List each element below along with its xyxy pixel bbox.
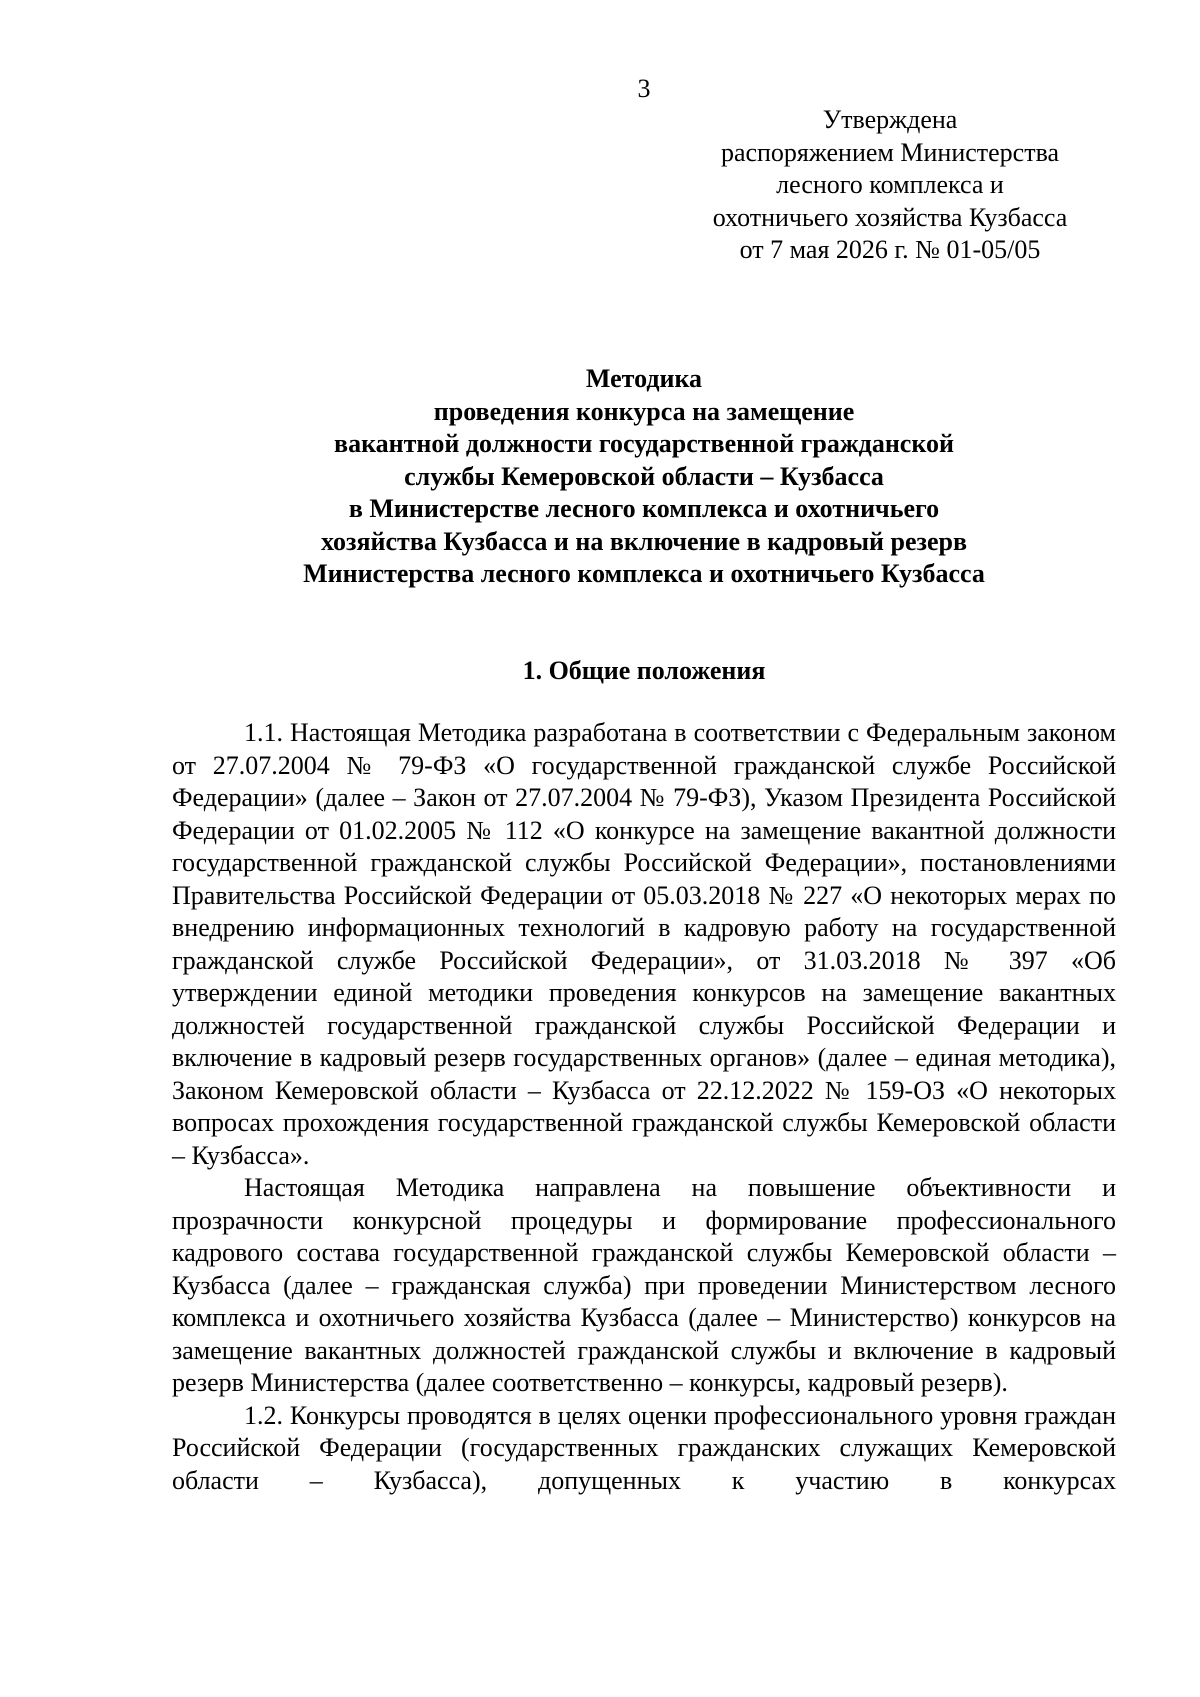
document-title [172,363,1116,591]
title-line: проведения конкурса на замещение [433,396,855,426]
paragraph: 1.2. Конкурсы проводятся в целях оценки профессионального уровня граждан Российской Федерации (государственных гражданских служащих Кемеровской области – Кузбасса), допущенных к участию в конкурсах [172,1400,1116,1495]
title-line: Министерства лесного комплекса и охотничьего Кузбасса [303,559,985,588]
approval-line: распоряжением Министерства [720,137,1060,167]
approval-line: Утверждена [822,105,958,134]
page-number: 3 [637,74,651,103]
title-line: хозяйства Кузбасса и на включение в кадровый резерв [321,526,967,556]
paragraph: 1.1. Настоящая Методика разработана в соответствии с Федеральным законом от 27.07.2004 № 79-ФЗ «О государственной гражданской службе Российской Федерации» (далее – Закон от 27.07.2004 № 79-ФЗ), Указом Президента Российской Федерации от 01.02.2005 № 112 «О конкурсе на замещение вакантной должности государственной гражданской службы Российской Федерации», постановлениями Правительства Российской Федерации от 05.03.2018 № 227 «О некоторых мерах по внедрению информационных технологий в кадровую работу на государственной гражданской службе Российской Федерации», от 31.03.2018 № 397 «Об утверждении единой методики проведения конкурсов на замещение вакантных должностей государственной гражданской службы Российской Федерации и включение в кадровый резерв государственных органов» (далее – единая методика), Законом Кемеровской области – Кузбасса от 22.12.2022 № 159-ОЗ «О некоторых вопросах прохождения государственной гражданской службы Кемеровской области – Кузбасса». [172,718,1116,1170]
section-body [172,717,1116,1497]
section-heading: 1. Общие положения [522,656,766,685]
approval-stamp [700,104,1080,267]
approval-line: от 7 мая 2026 г. № 01-05/05 [739,235,1041,264]
title-line: вакантной должности государственной гражданской [334,429,954,458]
approval-line: лесного комплекса и [776,170,1004,199]
title-line: Методика [585,364,703,393]
title-line: службы Кемеровской области – Кузбасса [404,461,884,491]
paragraph: Настоящая Методика направлена на повышение объективности и прозрачности конкурсной процедуры и формирование профессионального кадрового состава государственной гражданской службы Кемеровской области – Кузбасса (далее – гражданская служба) при проведении Министерством лесного комплекса и охотничьего хозяйства Кузбасса (далее – Министерство) конкурсов на замещение вакантных должностей гражданской службы и включение в кадровый резерв Министерства (далее соответственно – конкурсы, кадровый резерв). [172,1173,1116,1397]
approval-line: охотничьего хозяйства Кузбасса [712,202,1068,232]
title-line: в Министерстве лесного комплекса и охотничьего [348,494,940,523]
